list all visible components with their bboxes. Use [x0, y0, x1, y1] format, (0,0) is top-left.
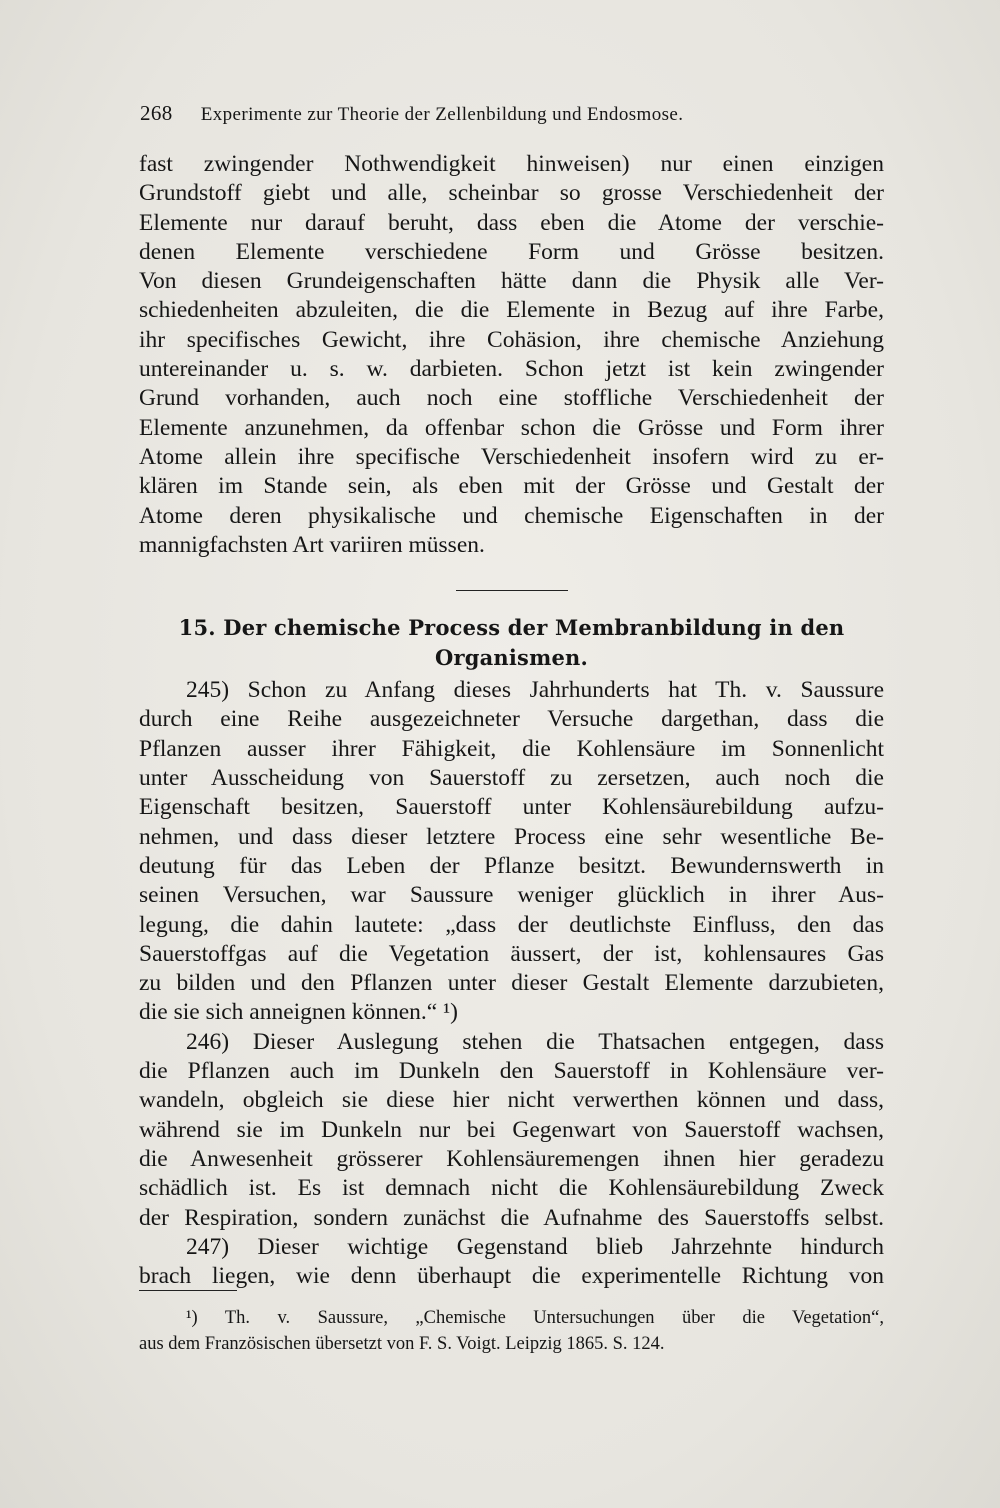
text-line: legung, die dahin lautete: „dass der deutlichste Einfluss, den das [139, 911, 884, 938]
running-title: Experimente zur Theorie der Zellenbildung und Endosmose. [200, 104, 684, 125]
text-line: fast zwingender Nothwendigkeit hinweisen) nur einen einzigen [139, 151, 884, 177]
text-line: untereinander u. s. w. darbieten. Schon jetzt ist kein zwingender [139, 356, 884, 383]
text-line: Sauerstoffgas auf die Vegetation äussert, der ist, kohlensaures Gas [139, 940, 884, 967]
text-line: denen Elemente verschiedene Form und Grösse besitzen. [139, 238, 884, 265]
text-line: 247) Dieser wichtige Gegenstand blieb Jahrzehnte hindurch [186, 1233, 884, 1260]
footnote-divider [139, 1290, 237, 1291]
footnote-line: aus dem Französischen übersetzt von F. S. Voigt. Leipzig 1865. S. 124. [139, 1334, 665, 1354]
text-line: durch eine Reihe ausgezeichneter Versuche dargethan, dass die [139, 706, 884, 733]
section-heading-line: 15. Der chemische Process der Membranbildung in den [178, 615, 845, 641]
text-line: schädlich ist. Es ist demnach nicht die Kohlensäurebildung Zweck [139, 1175, 884, 1202]
text-line: Atome allein ihre specifische Verschiedenheit insofern wird zu er- [139, 443, 884, 470]
paragraph-247 [139, 1233, 884, 1292]
text-line: Elemente nur darauf beruht, dass eben die Atome der verschie- [139, 209, 884, 236]
text-line: deutung für das Leben der Pflanze besitzt. Bewundernswerth in [139, 852, 884, 879]
text-line: unter Ausscheidung von Sauerstoff zu zersetzen, auch noch die [139, 765, 884, 792]
text-line: nehmen, und dass dieser letztere Process eine sehr wesentliche Be- [139, 823, 884, 850]
text-line: der Respiration, sondern zunächst die Aufnahme des Sauerstoffs selbst. [139, 1204, 884, 1231]
section-heading [139, 613, 884, 673]
text-line: Grundstoff giebt und alle, scheinbar so grosse Verschiedenheit der [139, 180, 884, 207]
text-line: Eigenschaft besitzen, Sauerstoff unter Kohlensäurebildung aufzu- [139, 794, 884, 821]
footnote [139, 1305, 884, 1357]
page-number: 268 [140, 101, 173, 125]
text-line: 246) Dieser Auslegung stehen die Thatsachen entgegen, dass [186, 1028, 884, 1055]
text-line: die Anwesenheit grösserer Kohlensäuremengen ihnen hier geradezu [139, 1145, 884, 1172]
text-line: die sie sich anneignen können.“ ¹) [139, 999, 458, 1026]
text-line: wandeln, obgleich sie diese hier nicht verwerthen können und dass, [139, 1087, 884, 1114]
paragraph-245 [139, 676, 884, 1028]
text-line: mannigfachsten Art variiren müssen. [139, 531, 485, 558]
section-heading-line: Organismen. [434, 645, 589, 671]
text-line: seinen Versuchen, war Saussure weniger glücklich in ihrer Aus- [139, 882, 884, 909]
text-line: während sie im Dunkeln nur bei Gegenwart von Sauerstoff wachsen, [139, 1116, 884, 1143]
running-header [140, 101, 882, 126]
text-line: Elemente anzunehmen, da offenbar schon die Grösse und Form ihrer [139, 414, 884, 441]
text-line: Atome deren physikalische und chemische Eigenschaften in der [139, 502, 884, 529]
text-line: brach liegen, wie denn überhaupt die experimentelle Richtung von [139, 1263, 884, 1290]
paragraph-continuation [139, 150, 884, 560]
text-line: zu bilden und den Pflanzen unter dieser Gestalt Elemente darzubieten, [139, 970, 884, 997]
footnote-line: ¹) Th. v. Saussure, „Chemische Untersuchungen über die Vegetation“, [186, 1308, 884, 1328]
paragraph-246 [139, 1028, 884, 1233]
text-line: Von diesen Grundeigenschaften hätte dann die Physik alle Ver- [139, 268, 884, 295]
text-line: ihr specifisches Gewicht, ihre Cohäsion, ihre chemische Anziehung [139, 326, 884, 353]
text-line: 245) Schon zu Anfang dieses Jahrhunderts hat Th. v. Saussure [186, 677, 884, 704]
text-line: klären im Stande sein, als eben mit der Grösse und Gestalt der [139, 473, 884, 500]
text-line: Pflanzen ausser ihrer Fähigkeit, die Kohlensäure im Sonnenlicht [139, 735, 884, 762]
text-line: schiedenheiten abzuleiten, die die Elemente in Bezug auf ihre Farbe, [139, 297, 884, 324]
text-line: Grund vorhanden, auch noch eine stoffliche Verschiedenheit der [139, 385, 884, 412]
page-body [139, 150, 884, 1291]
text-line: die Pflanzen auch im Dunkeln den Sauerstoff in Kohlensäure ver- [139, 1058, 884, 1085]
